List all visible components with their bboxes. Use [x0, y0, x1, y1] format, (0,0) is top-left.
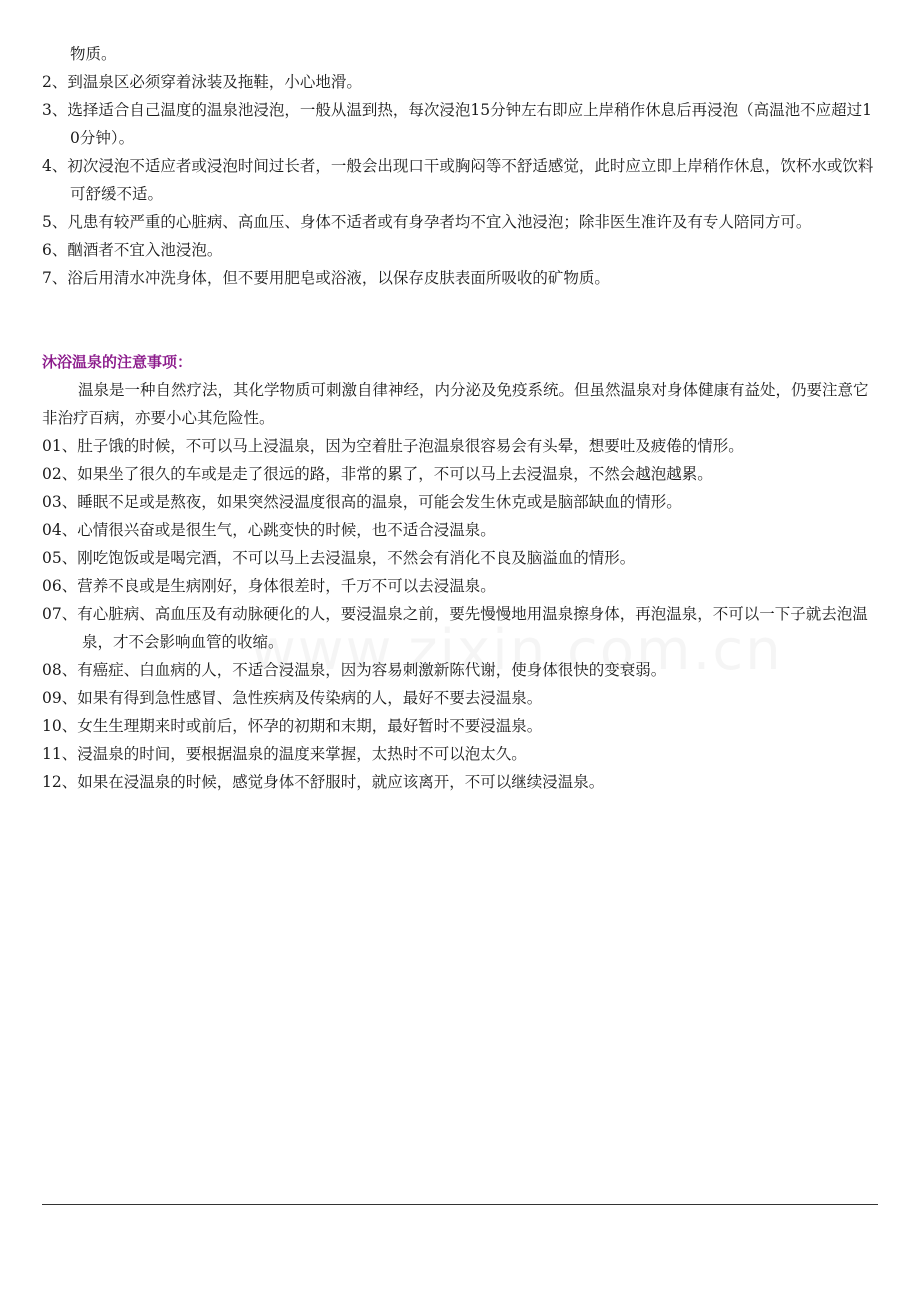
precaution-item-07: 07、有心脏病、高血压及有动脉硬化的人，要浸温泉之前，要先慢慢地用温泉擦身体，再泡温泉，不可以一下子就去泡温泉，才不会影响血管的收缩。 [42, 605, 868, 651]
section-heading: 沐浴温泉的注意事项： [42, 353, 193, 371]
precaution-item-01: 01、肚子饿的时候，不可以马上浸温泉，因为空着肚子泡温泉很容易会有头晕，想要吐及疲倦的情形。 [42, 437, 744, 455]
tip-item-4: 4、初次浸泡不适应者或浸泡时间过长者，一般会出现口干或胸闷等不舒适感觉，此时应立即上岸稍作休息，饮杯水或饮料可舒缓不适。 [42, 157, 874, 203]
precaution-item-08: 08、有癌症、白血病的人，不适合浸温泉，因为容易刺激新陈代谢，使身体很快的变衰弱。 [42, 661, 667, 679]
precautions-list [42, 432, 878, 796]
tip-item-5: 5、凡患有较严重的心脏病、高血压、身体不适者或有身孕者均不宜入池浸泡；除非医生准许及有专人陪同方可。 [42, 213, 812, 231]
precaution-item-11: 11、浸温泉的时间，要根据温泉的温度来掌握，太热时不可以泡太久。 [42, 745, 527, 763]
precaution-item-10: 10、女生生理期来时或前后，怀孕的初期和末期，最好暂时不要浸温泉。 [42, 717, 543, 735]
tip-item-2: 2、到温泉区必须穿着泳装及拖鞋，小心地滑。 [42, 73, 362, 91]
tip-item-7: 7、浴后用清水冲洗身体，但不要用肥皂或浴液，以保存皮肤表面所吸收的矿物质。 [42, 269, 610, 287]
precaution-item-02: 02、如果坐了很久的车或是走了很远的路，非常的累了，不可以马上去浸温泉，不然会越泡越累。 [42, 465, 713, 483]
precaution-item-05: 05、刚吃饱饭或是喝完酒，不可以马上去浸温泉，不然会有消化不良及脑溢血的情形。 [42, 549, 636, 567]
intro-paragraph: 温泉是一种自然疗法，其化学物质可刺激自律神经，内分泌及免疫系统。但虽然温泉对身体健康有益处，仍要注意它非治疗百病，亦要小心其危险性。 [42, 381, 869, 427]
continuation-text: 物质。 [70, 45, 117, 63]
footer-divider [42, 1204, 878, 1205]
precaution-item-12: 12、如果在浸温泉的时候，感觉身体不舒服时，就应该离开，不可以继续浸温泉。 [42, 773, 605, 791]
precaution-item-04: 04、心情很兴奋或是很生气，心跳变快的时候，也不适合浸温泉。 [42, 521, 496, 539]
tip-item-6: 6、酗酒者不宜入池浸泡。 [42, 241, 223, 259]
precaution-item-06: 06、营养不良或是生病刚好，身体很差时，千万不可以去浸温泉。 [42, 577, 496, 595]
tip-item-3: 3、选择适合自己温度的温泉池浸泡，一般从温到热，每次浸泡15分钟左右即应上岸稍作休息后再浸泡（高温池不应超过10分钟）。 [42, 101, 872, 147]
precaution-item-09: 09、如果有得到急性感冒、急性疾病及传染病的人，最好不要去浸温泉。 [42, 689, 543, 707]
section-spacer [42, 292, 878, 348]
precaution-item-03: 03、睡眠不足或是熬夜，如果突然浸温度很高的温泉，可能会发生休克或是脑部缺血的情形。 [42, 493, 682, 511]
watermark [250, 618, 783, 683]
tips-list [42, 68, 878, 292]
